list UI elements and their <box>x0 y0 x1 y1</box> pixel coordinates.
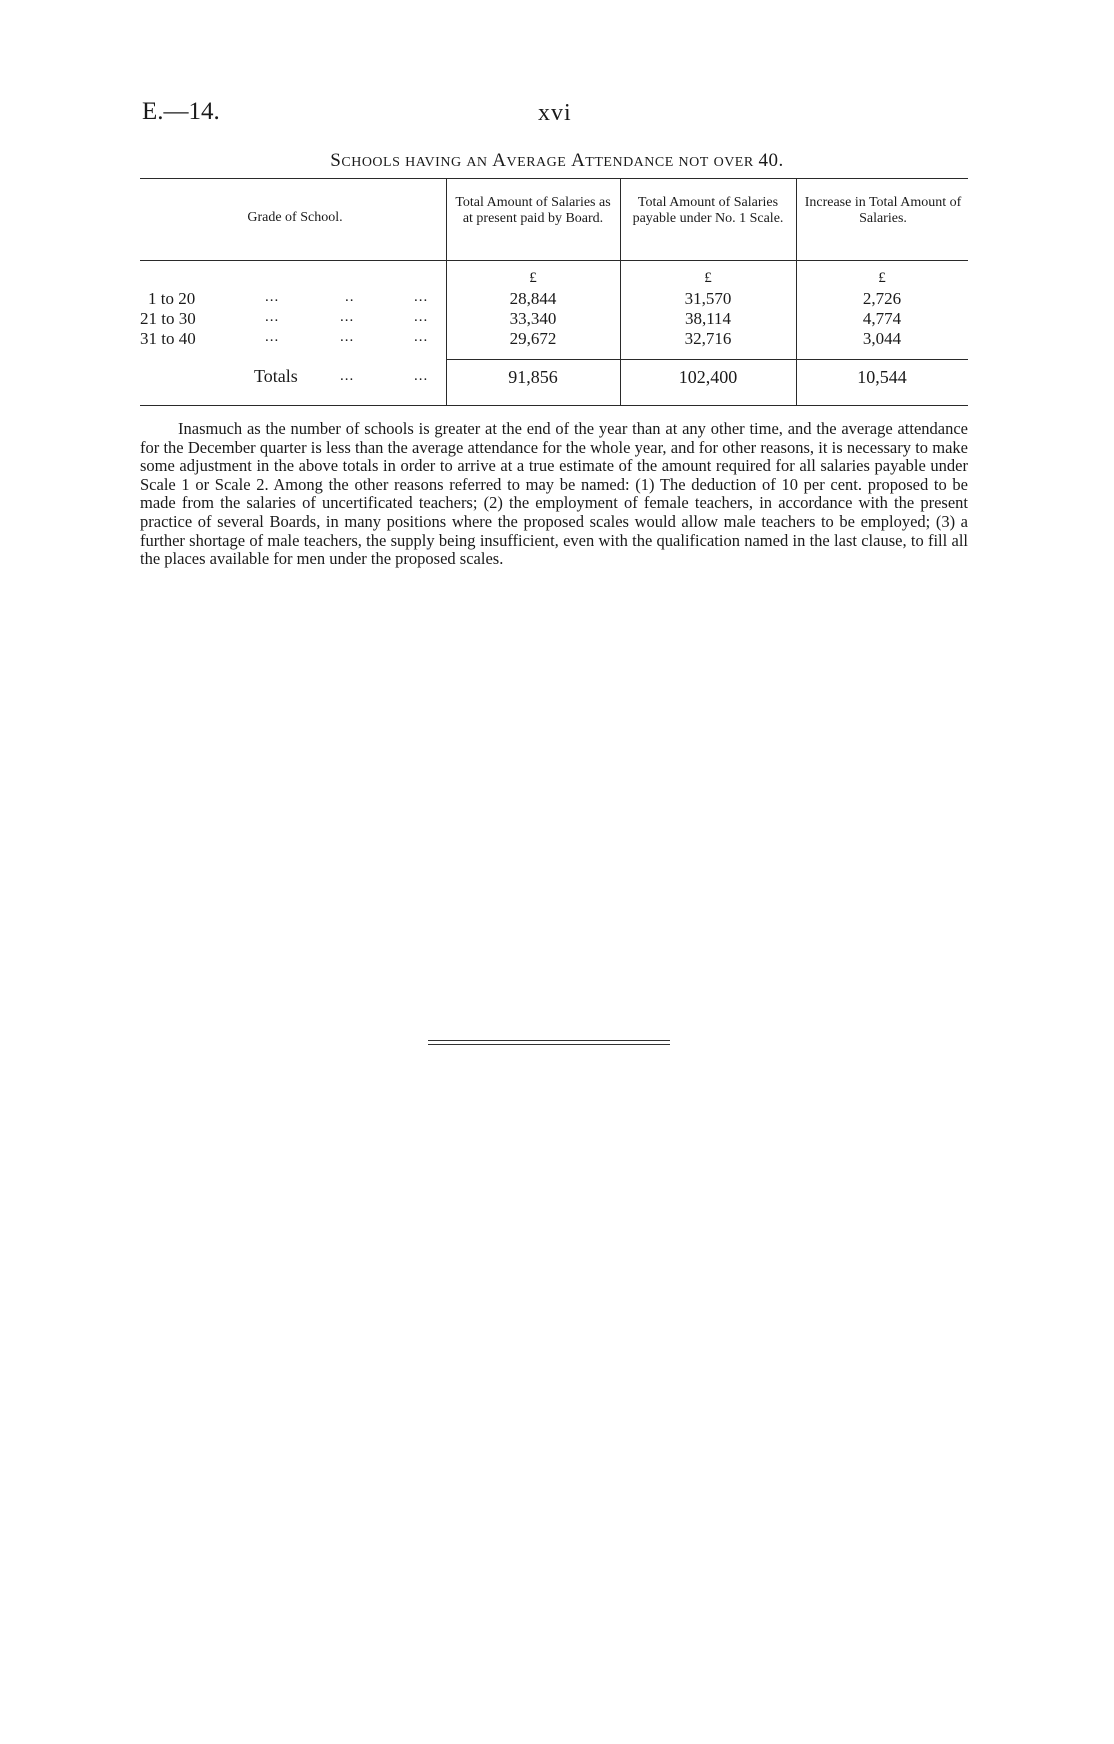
present-cell: 29,672 <box>509 329 557 348</box>
leader-dots: ... <box>265 289 280 305</box>
currency-symbol: £ <box>878 270 886 286</box>
scale1-cell: 38,114 <box>684 309 732 328</box>
totals-increase-cell: 10,544 <box>857 367 907 387</box>
leader-dots: ... <box>265 329 280 345</box>
currency-symbol: £ <box>704 270 712 286</box>
totals-top-rule <box>446 359 968 360</box>
header-bottom-rule <box>140 260 968 261</box>
column-header-increase: Increase in Total Amount of Salaries. <box>804 195 962 226</box>
end-rule <box>428 1040 670 1041</box>
leader-dots: ... <box>340 329 355 345</box>
leader-dots: ... <box>340 309 355 325</box>
increase-cell: 4,774 <box>862 309 902 328</box>
column-header-grade: Grade of School. <box>247 210 343 225</box>
body-paragraph: Inasmuch as the number of schools is greater at the end of the year than at any other time, and the average attendance for the December quarter is less than the average attendance for the whole year, and for other reasons, it is necessary to make some adjustment in the above totals in order to arrive at a true estimate of the amount required for all salaries payable under Scale 1 or Scale 2. Among the other reasons referred to may be named: (1) The deduction of 10 per cent. proposed to be made from the salaries of uncertificated teachers; (2) the employment of female teachers, in accordance with the present practice of several Boards, in many positions where the proposed scales would allow male teachers to be employed; (3) a further shortage of male teachers, the supply being insufficient, even with the qualification named in the last clause, to fill all the places available for men under the proposed scales. <box>140 419 968 569</box>
document-code: E.—14. <box>142 98 220 125</box>
scale1-cell: 31,570 <box>684 289 732 308</box>
leader-dots: ... <box>414 309 429 325</box>
grade-cell: 31 to 40 <box>140 329 196 348</box>
increase-cell: 3,044 <box>862 329 902 348</box>
totals-label: Totals <box>254 366 298 386</box>
leader-dots: ... <box>265 309 280 325</box>
leader-dots: ... <box>340 368 355 384</box>
present-cell: 33,340 <box>509 309 557 328</box>
column-header-scale1-salaries: Total Amount of Salaries payable under No. 1 Scale. <box>632 195 784 226</box>
table-top-rule <box>140 178 968 179</box>
page-number: xvi <box>538 100 572 126</box>
table-caption <box>0 150 1114 172</box>
end-rule <box>428 1044 670 1045</box>
leader-dots: ... <box>414 329 429 345</box>
grade-cell: 1 to 20 <box>148 289 196 308</box>
grade-cell: 21 to 30 <box>140 309 196 328</box>
leader-dots: ... <box>414 368 429 384</box>
column-header-present-salaries: Total Amount of Salaries as at present paid by Board. <box>455 195 611 226</box>
totals-scale1-cell: 102,400 <box>678 367 738 387</box>
table-bottom-rule <box>140 405 968 406</box>
totals-present-cell: 91,856 <box>508 367 558 387</box>
table-caption-text: SCHOOLS HAVING AN AVERAGE ATTENDANCE NOT OVER 40. <box>330 150 784 171</box>
scale1-cell: 32,716 <box>684 329 732 348</box>
leader-dots: .. <box>345 289 355 305</box>
present-cell: 28,844 <box>509 289 557 308</box>
currency-symbol: £ <box>529 270 537 286</box>
leader-dots: ... <box>414 289 429 305</box>
increase-cell: 2,726 <box>862 289 902 308</box>
